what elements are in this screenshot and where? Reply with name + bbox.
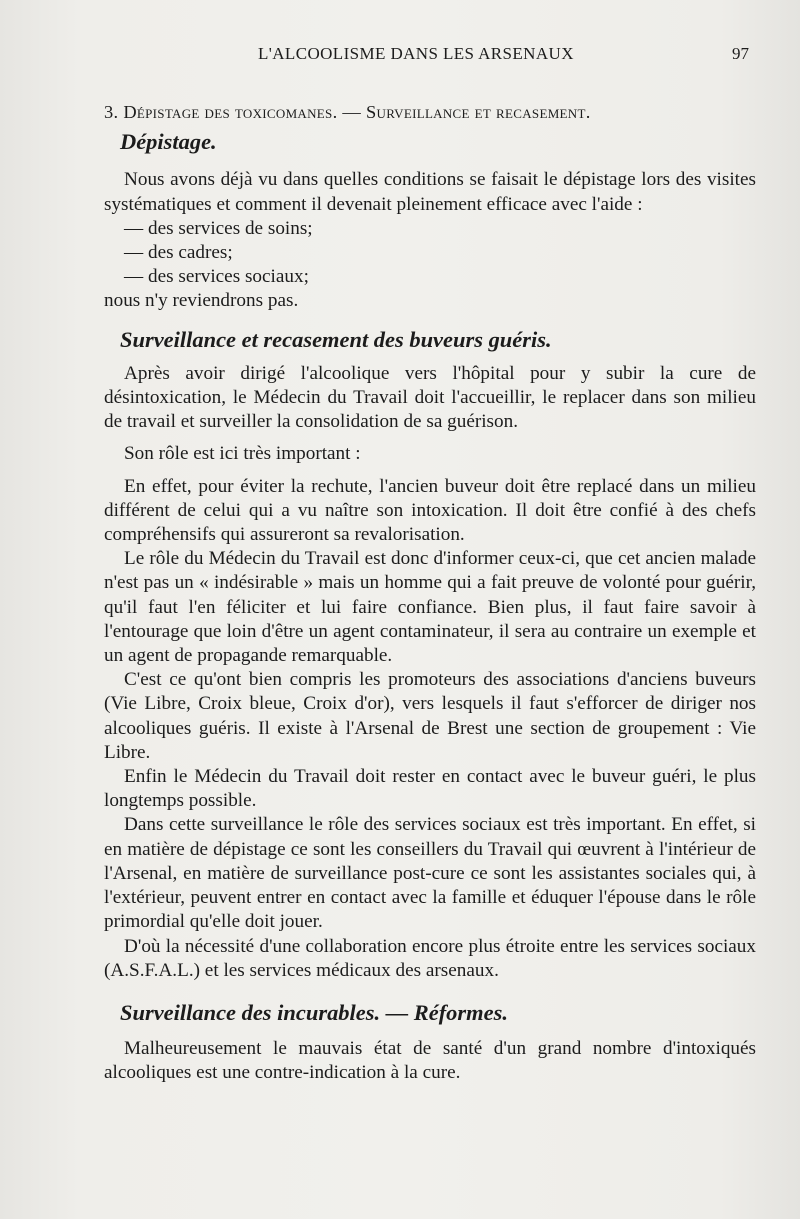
list-item: — des services de soins; [124,217,756,241]
subheading-incurables: Surveillance des incurables. — Réformes. [120,999,508,1025]
paragraph-incurables: Malheureusement le mauvais état de santé d'un grand nombre d'intoxiqués alcooliques est une contre-indication à la cure. [104,1038,756,1084]
paragraph-surveillance-4: Le rôle du Médecin du Travail est donc d'informer ceux-ci, que cet ancien malade n'est pas un « indésirable » mais un homme qui a fait preuve de volonté pour guérir, qu'il faut l'en féliciter et lui faire confiance. Bien plus, il faut faire savoir à l'entourage que loin d'être un agent contaminateur, il sera au contraire un exemple et un agent de propagande remarquable. [104,548,756,667]
section-number: 3. [104,102,119,122]
paragraph-surveillance-6: Enfin le Médecin du Travail doit rester en contact avec le buveur guéri, le plus longtemps possible. [104,766,756,812]
paragraph-depistage-closing: nous n'y reviendrons pas. [104,290,299,312]
list-item: — des services sociaux; [124,265,756,289]
body-text [104,100,756,1086]
paragraph-surveillance-2: Son rôle est ici très important : [124,443,361,465]
running-title: L'ALCOOLISME DANS LES ARSENAUX [258,44,574,63]
section-heading [104,100,756,124]
subheading-surveillance: Surveillance et recasement des buveurs guéris. [120,326,552,352]
paragraph-surveillance-8: D'où la nécessité d'une collaboration encore plus étroite entre les services sociaux (A.S.F.A.L.) et les services médicaux des arsenaux. [104,935,756,981]
paragraph-depistage-intro: Nous avons déjà vu dans quelles conditions se faisait le dépistage lors des visites systématiques et comment il devenait pleinement efficace avec l'aide : [104,169,756,215]
page-number: 97 [732,44,749,63]
dash-list [104,217,756,290]
paragraph-surveillance-3: En effet, pour éviter la rechute, l'ancien buveur doit être replacé dans un milieu différent de celui qui a vu naître son intoxication. Il doit être confié à des chefs compréhensifs qui assureront sa revalorisation. [104,475,756,546]
paragraph-surveillance-7: Dans cette surveillance le rôle des services sociaux est très important. En effet, si en matière de dépistage ce sont les conseillers du Travail qui œuvrent à l'intérieur de l'Arsenal, en matière de surveillance post-cure ce sont les assistantes sociales qui, à l'extérieur, peuvent entrer en contact avec la famille et éduquer l'épouse dans le rôle primordial qu'elle doit jouer. [104,814,756,933]
section-title-part1: Dépistage des toxicomanes. [123,102,338,122]
subheading-depistage: Dépistage. [120,129,217,155]
list-item: — des cadres; [124,241,756,265]
paragraph-surveillance-5: C'est ce qu'ont bien compris les promoteurs des associations d'anciens buveurs (Vie Libre, Croix bleue, Croix d'or), vers lesquels il faut s'efforcer de diriger nos alcooliques guéris. Il existe à l'Arsenal de Brest une section de groupement : Vie Libre. [104,669,756,763]
paragraph-surveillance-1: Après avoir dirigé l'alcoolique vers l'hôpital pour y subir la cure de désintoxication, le Médecin du Travail doit l'accueillir, le replacer dans son milieu de travail et surveiller la consolidation de sa guérison. [104,362,756,433]
section-title-separator: — [342,102,362,122]
section-title-part2: Surveillance et recasement. [366,102,591,122]
page-header [0,44,800,68]
